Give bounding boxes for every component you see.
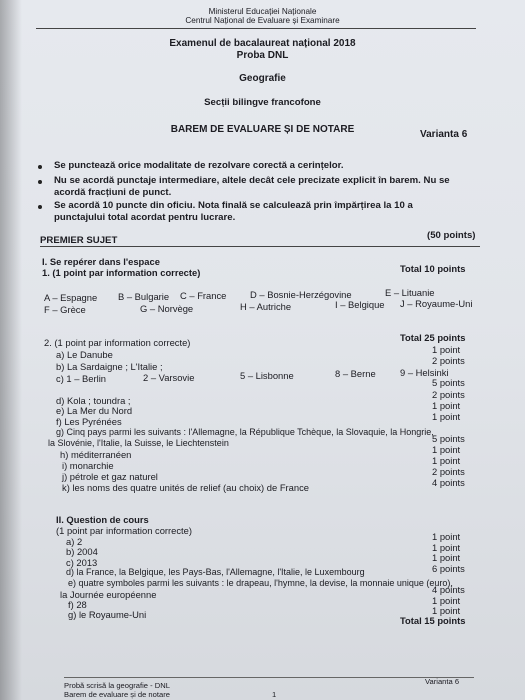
answer-e: e) La Mer du Nord (56, 405, 133, 416)
exam-title: Examenul de bacalaureat național 2018 (169, 38, 356, 49)
course-points-b: 1 point (432, 542, 461, 553)
course-b: b) 2004 (66, 546, 98, 557)
part1-title: I. Se repérer dans l'espace (42, 256, 160, 267)
answer-j: j) pétrole et gaz naturel (62, 471, 158, 482)
course-points-a: 1 point (432, 531, 461, 542)
premier-sujet-points: (50 points) (427, 230, 476, 241)
footer-rule (64, 677, 474, 678)
country-e: E – Lituanie (385, 287, 435, 298)
course-a: a) 2 (66, 536, 83, 547)
country-f: F – Grèce (44, 304, 86, 315)
rule-2: Nu se acordă punctaje intermediare, altele decât cele precizate explicit în barem. Nu se (54, 175, 450, 186)
part1-q2: 2. (1 point par information correcte) (44, 337, 191, 348)
part1-total: Total 10 points (400, 263, 466, 274)
page-edge-shadow (0, 0, 22, 700)
answer-d: d) Kola ; toundra ; (56, 395, 131, 406)
points-g: 5 points (432, 433, 465, 444)
points-f: 1 point (432, 411, 461, 422)
barem-title: BAREM DE EVALUARE ȘI DE NOTARE (170, 124, 355, 135)
bullet (38, 180, 42, 184)
course-c: c) 2013 (66, 557, 98, 568)
part1-total2: Total 25 points (400, 332, 466, 343)
course-points-c: 1 point (432, 552, 461, 563)
course-e-cont: la Journée européenne (60, 589, 157, 600)
center-header: Centrul Național de Evaluare și Examinare (185, 16, 340, 25)
country-i: I – Belgique (335, 299, 385, 310)
answer-a: a) Le Danube (56, 349, 113, 360)
section-rule (40, 246, 480, 247)
answer-f: f) Les Pyrénées (56, 416, 122, 427)
country-h: H – Autriche (240, 301, 292, 312)
course-points-g: 1 point (432, 605, 461, 616)
country-j: J – Royaume-Uni (400, 298, 473, 309)
points-k: 4 points (432, 477, 465, 488)
answer-g-cont: la Slovénie, l'Italie, la Suisse, le Liechtenstein (48, 438, 229, 448)
country-g: G – Norvège (140, 303, 194, 314)
rule-3-cont: punctajului total acordat pentru lucrare. (54, 212, 236, 223)
premier-sujet-label: PREMIER SUJET (40, 235, 118, 246)
course-g: g) le Royaume-Uni (68, 609, 147, 620)
course-f: f) 28 (68, 599, 87, 610)
answer-g: g) Cinq pays parmi les suivants : l'Allemagne, la République Tchèque, la Slovaquie, la Hongrie, (56, 427, 434, 437)
footer-left-2: Barem de evaluare și de notare (64, 690, 170, 699)
country-c: C – France (180, 290, 227, 301)
rule-3: Se acordă 10 puncte din oficiu. Nota finală se calculează prin împărțirea la 10 a (54, 200, 413, 211)
header-rule (36, 28, 476, 29)
course-points-d: 6 points (432, 563, 465, 574)
bullet (38, 205, 42, 209)
bullet (38, 165, 42, 169)
ministry-header: Ministerul Educației Naționale (208, 7, 317, 16)
course-points-e: 4 points (432, 584, 465, 595)
part2-total: Total 15 points (400, 615, 466, 626)
points-j: 2 points (432, 466, 465, 477)
footer-right: Varianta 6 (425, 677, 460, 686)
answer-i: i) monarchie (62, 460, 114, 471)
course-e: e) quatre symboles parmi les suivants : le drapeau, l'hymne, la devise, la monnaie unique (euro), (68, 578, 453, 588)
part1-q1: 1. (1 point par information correcte) (42, 267, 201, 278)
city-9: 9 – Helsinki (400, 367, 449, 378)
part2-sub: (1 point par information correcte) (56, 525, 192, 536)
points-d: 2 points (432, 389, 465, 400)
country-a: A – Espagne (44, 292, 98, 303)
course-d: d) la France, la Belgique, les Pays-Bas, l'Allemagne, l'Italie, le Luxembourg (66, 567, 365, 577)
city-2: 2 – Varsovie (143, 372, 195, 383)
country-d: D – Bosnie-Herzégovine (250, 289, 352, 300)
country-b: B – Bulgarie (118, 291, 170, 302)
answer-b: b) La Sardaigne ; L'Italie ; (56, 361, 163, 372)
answer-h: h) méditerranéen (60, 449, 132, 460)
section-title: Secții bilingve francofone (204, 97, 321, 108)
points-h: 1 point (432, 444, 461, 455)
course-points-f: 1 point (432, 595, 461, 606)
points-c: 5 points (432, 377, 465, 388)
points-i: 1 point (432, 455, 461, 466)
city-8: 8 – Berne (335, 368, 376, 379)
points-e: 1 point (432, 400, 461, 411)
page-number: 1 (272, 690, 277, 699)
part2-title: II. Question de cours (56, 514, 149, 525)
rule-2-cont: acordă fracțiuni de punct. (54, 187, 172, 198)
answer-k: k) les noms des quatre unités de relief (au choix) de France (62, 482, 309, 493)
varianta-label: Varianta 6 (420, 129, 468, 140)
points-a: 1 point (432, 344, 461, 355)
footer-left-1: Probă scrisă la geografie - DNL (64, 681, 170, 690)
rule-1: Se punctează orice modalitate de rezolvare corectă a cerințelor. (54, 160, 344, 171)
answer-c: c) 1 – Berlin (56, 373, 107, 384)
subject-title: Geografie (239, 73, 286, 84)
points-b: 2 points (432, 355, 465, 366)
city-5: 5 – Lisbonne (240, 370, 294, 381)
proba-title: Proba DNL (236, 50, 289, 61)
